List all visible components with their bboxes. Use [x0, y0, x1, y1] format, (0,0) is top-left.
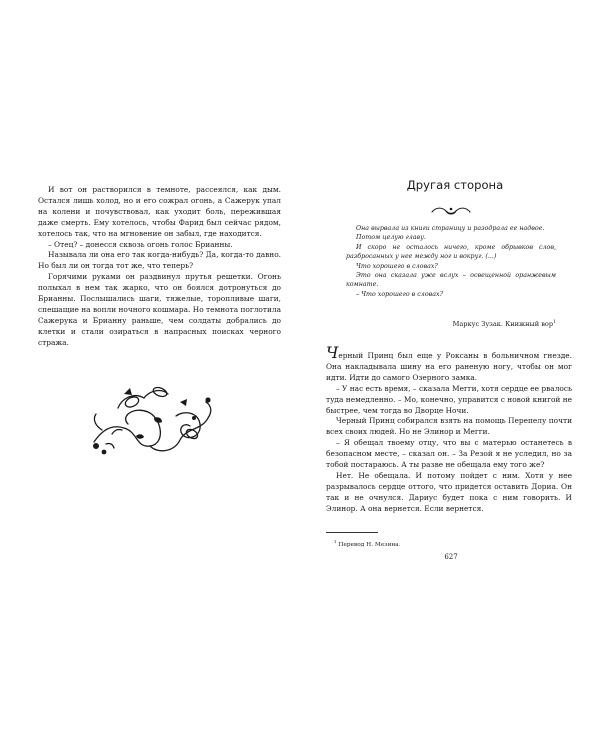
- right-paragraph-4: – Я обещал твоему отцу, что вы с матерью останетесь в безопасном месте, – сказал он. – За Резой я не уследил, но за тобой постараюсь. А ты разве не обещала ему того же?: [326, 438, 572, 470]
- drop-cap: Ч: [326, 343, 339, 362]
- right-body-text: [326, 343, 573, 515]
- epigraph-source: [346, 318, 556, 329]
- right-paragraph-3: Черный Принц собирался взять на помощь Перепелу почти всех своих людей. Но не Элинор и Мегги.: [326, 416, 572, 437]
- left-paragraph-4: Горячими руками он раздвинул прутья решетки. Огонь полыхал в нем так жарко, что он боялся дотронуться до Брианны. Послышались шаги, тяжелые, торопливые шаги, спешащие на вопли ночного кошмара. Но темнота поглотила Сажерука и Брианну раньше, чем солдаты добрались до клетки и стали озираться в напрасных поисках черного стража.: [38, 272, 281, 347]
- epigraph-line: – Что хорошего в словах?: [356, 290, 443, 298]
- page-number: 627: [444, 553, 458, 561]
- epigraph: [346, 224, 556, 299]
- footnote: [334, 538, 400, 549]
- left-paragraph-1: И вот он растворился в темноте, рассеялся, как дым. Остался лишь холод, но и его сожрал огонь, а Сажерук упал на колени и почувствовал, как уходит боль, пережившая даже смерть. Ему хотелось, чтобы Фарид был сейчас рядом, хотелось так, что на мгновение он забыл, где находится.: [38, 185, 281, 238]
- left-body-text: [38, 185, 281, 349]
- left-paragraph-2: – Отец? – донесся сквозь огонь голос Брианны.: [48, 239, 233, 249]
- epigraph-line: Потом целую главу.: [356, 234, 426, 242]
- title-ornament-icon: [428, 205, 474, 217]
- epigraph-line: И скоро не осталось ничего, кроме обрывков слов, разбросанных у нее между ног и вокруг. (...): [346, 243, 556, 261]
- right-paragraph-1: [326, 343, 572, 384]
- epigraph-author: Маркус Зузак. Книжный вор: [452, 320, 554, 329]
- right-page: [300, 0, 600, 750]
- epigraph-line: Она вырвала из книги страницу и разодрала ее надвое.: [356, 225, 545, 232]
- footnote-text: Перевод Н. Мезина.: [338, 541, 401, 548]
- footnote-number: 1: [334, 539, 337, 544]
- right-paragraph-2: – У нас есть время, – сказала Мегги, хотя сердце ее рвалось туда немедленно. – Мо, конечно, управится с новой книгой не быстрее, чем тогда во Дворце Ночи.: [326, 383, 573, 415]
- chapter-end-vignette-icon: [88, 372, 218, 460]
- left-paragraph-3: Называла ли она его так когда-нибудь? Да, когда-то давно. Но был ли он тогда тот же, что теперь?: [38, 250, 281, 271]
- chapter-title: Другая сторона: [406, 178, 504, 192]
- footnote-marker: 1: [553, 320, 556, 325]
- footnote-divider: [326, 532, 378, 533]
- epigraph-line: Это она сказала уже вслух – освещенной оранжевым комнате.: [346, 272, 556, 289]
- right-paragraph-5: Нет. Не обещала. И потому пойдет с ним. Хотя у нее разрывалось сердце оттого, что придется оставить Дориа. Он так и не очнулся. Дариус будет пока с ним говорить. И Элинор. А она вернется. Если вернется.: [326, 470, 572, 513]
- epigraph-line: Что хорошего в словах?: [356, 262, 438, 270]
- first-paragraph-text: ерный Принц был еще у Роксаны в больничном гнезде. Она накладывала шину на его раненую ногу, чтобы он мог идти. Идти до самого Озерного замка.: [326, 351, 572, 382]
